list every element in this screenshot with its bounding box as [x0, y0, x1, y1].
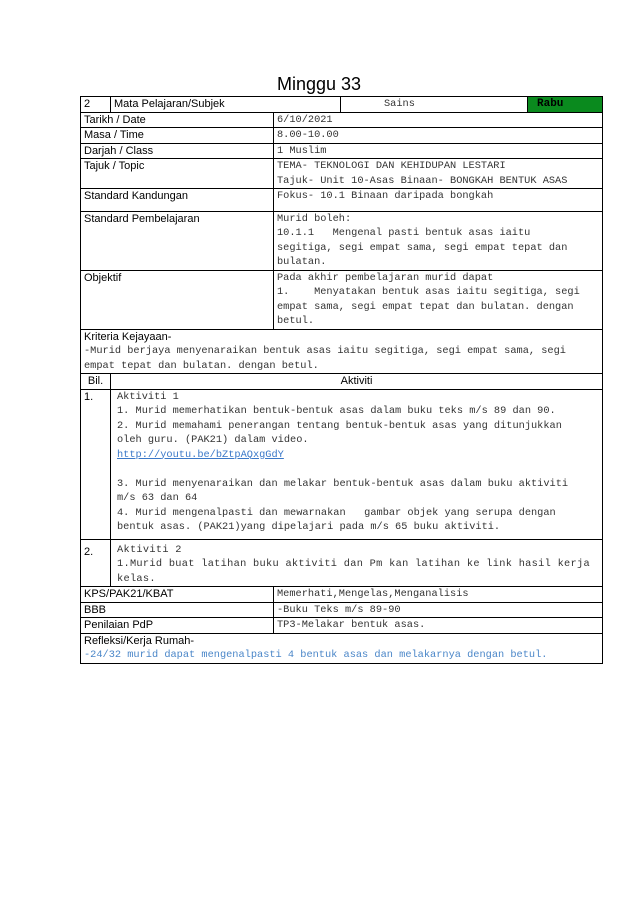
date-row	[81, 112, 603, 128]
activity-line: m/s 63 dan 64	[117, 492, 198, 504]
activity-line: 3. Murid menyenaraikan dan melakar bentuk-bentuk asas dalam buku aktiviti	[117, 477, 569, 490]
standard-learning-row	[81, 211, 603, 270]
kps-row	[81, 587, 603, 603]
class-value: 1 Muslim	[274, 143, 603, 159]
activity-content	[111, 539, 603, 587]
bbb-value: -Buku Teks m/s 89-90	[274, 602, 603, 618]
criteria-row	[81, 329, 603, 374]
criteria-line: -Murid berjaya menyenaraikan bentuk asas iaitu segitiga, segi empat sama, segi	[84, 345, 566, 357]
header-row	[81, 97, 603, 113]
activity-line: 4. Murid mengenalpasti dan mewarnakan gambar objek yang serupa dengan	[117, 506, 556, 519]
standard-content-value: Fokus- 10.1 Binaan daripada bongkah	[274, 189, 603, 212]
reflection-cell	[81, 633, 603, 663]
activity-line: 2. Murid memahami penerangan tentang bentuk-bentuk asas yang ditunjukkan	[117, 419, 562, 432]
assessment-label: Penilaian PdP	[81, 618, 274, 634]
standard-content-row	[81, 189, 603, 212]
reflection-row	[81, 633, 603, 663]
objective-line: Pada akhir pembelajaran murid dapat	[277, 271, 494, 284]
activity-line	[117, 462, 599, 477]
bbb-label: BBB	[81, 602, 274, 618]
activity-line: 1.Murid buat latihan buku aktiviti dan Pm kan latihan ke link hasil kerja	[117, 558, 590, 570]
standard-learning-line: bulatan.	[277, 256, 327, 268]
subject-value-text: Sains	[384, 98, 415, 110]
activity-header-row	[81, 374, 603, 390]
reflection-value: -24/32 murid dapat mengenalpasti 4 bentuk asas dan melakarnya dengan betul.	[84, 649, 548, 661]
topic-row	[81, 159, 603, 189]
bbb-row	[81, 602, 603, 618]
assessment-value: TP3-Melakar bentuk asas.	[274, 618, 603, 634]
kps-value: Memerhati,Mengelas,Menganalisis	[274, 587, 603, 603]
activity-line: Aktiviti 1	[117, 390, 179, 403]
subject-value	[341, 97, 528, 113]
time-label: Masa / Time	[81, 128, 274, 144]
standard-content-label: Standard Kandungan	[81, 189, 274, 212]
day-badge	[528, 97, 603, 113]
topic-value	[274, 159, 603, 189]
topic-label: Tajuk / Topic	[81, 159, 274, 189]
class-row	[81, 143, 603, 159]
activity-header: Aktiviti	[111, 374, 603, 390]
standard-learning-line: Murid boleh:	[277, 212, 352, 225]
standard-learning-line: 10.1.1 Mengenal pasti bentuk asas iaitu	[277, 227, 531, 239]
objective-line: 1. Menyatakan bentuk asas iaitu segitiga, segi	[277, 286, 580, 298]
reflection-label: Refleksi/Kerja Rumah-	[84, 634, 195, 647]
activity-line: kelas.	[117, 572, 156, 585]
activity-content	[111, 389, 603, 539]
topic-line: TEMA- TEKNOLOGI DAN KEHIDUPAN LESTARI	[277, 160, 506, 172]
objective-label: Objektif	[81, 270, 274, 329]
objective-row	[81, 270, 603, 329]
standard-learning-label: Standard Pembelajaran	[81, 211, 274, 270]
criteria-label: Kriteria Kejayaan-	[84, 330, 172, 343]
objective-value	[274, 270, 603, 329]
class-label: Darjah / Class	[81, 143, 274, 159]
activity-row	[81, 539, 603, 587]
topic-line: Tajuk- Unit 10-Asas Binaan- BONGKAH BENTUK ASAS	[277, 174, 568, 187]
day-text: Rabu	[537, 98, 564, 110]
time-row	[81, 128, 603, 144]
activity-line: bentuk asas. (PAK21)yang dipelajari pada m/s 65 buku aktiviti.	[117, 521, 501, 533]
activity-number: 1.	[81, 389, 111, 539]
date-label: Tarikh / Date	[81, 112, 274, 128]
time-value: 8.00-10.00	[274, 128, 603, 144]
assessment-row	[81, 618, 603, 634]
lesson-number: 2	[81, 97, 111, 113]
activity-line: Aktiviti 2	[117, 543, 182, 556]
activity-row	[81, 389, 603, 539]
activity-line: 1. Murid memerhatikan bentuk-bentuk asas dalam buku teks m/s 89 dan 90.	[117, 405, 556, 417]
date-value: 6/10/2021	[274, 112, 603, 128]
page-title: Minggu 33	[276, 74, 362, 94]
criteria-line: empat tepat dan bulatan. dengan betul.	[84, 359, 319, 372]
standard-learning-value	[274, 211, 603, 270]
activity-line: oleh guru. (PAK21) dalam video.	[117, 434, 309, 446]
objective-line: empat sama, segi empat tepat dan bulatan. dengan	[277, 300, 574, 313]
subject-label: Mata Pelajaran/Subjek	[111, 97, 341, 113]
objective-line: betul.	[277, 315, 315, 327]
criteria-cell	[81, 329, 603, 374]
lesson-plan-table	[80, 96, 603, 664]
standard-learning-line: segitiga, segi empat sama, segi empat tepat dan	[277, 241, 568, 254]
activity-num-header: Bil.	[81, 374, 111, 390]
activity-number: 2.	[81, 539, 111, 587]
kps-label: KPS/PAK21/KBAT	[81, 587, 274, 603]
video-link[interactable]: http://youtu.be/bZtpAQxgGdY	[117, 448, 284, 461]
